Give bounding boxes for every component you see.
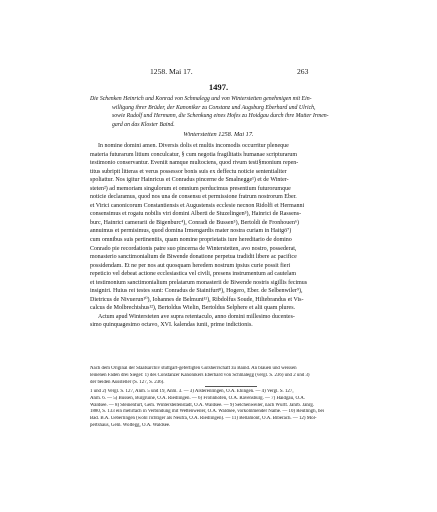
body-lines-line: noticie declaramus, quod nos una de consensu et permissione fratrum nostrorum Eber. xyxy=(90,194,297,201)
summary-line: gard an das Kloster Baind. xyxy=(112,121,175,128)
body-lines-line: steten²) ad memoriam singulorum et omnium perducimus presentium futurorumque xyxy=(90,185,291,192)
footnotes-line: Waldsee. — 8) Steinenfurt, Gem. Wintersteitenstadt, O.A. Waldsee. — 9) Selchenweiler, nach Württ. Jahrb. Jahrg. xyxy=(90,402,315,408)
body-lines-line: testimonio conservantur. Eveniit namque multociens, quod rivum testi§monium repen- xyxy=(90,160,299,167)
footnotes-line: pertshaus, Gem. Wolfegg, O.A. Waldsee. xyxy=(90,422,171,428)
footnote-divider xyxy=(205,386,257,387)
footnotes-line: Bad. B.A. Ueberlingen (wohl richtiger als Neufra, O.A. Riedlingen). — 11) Bellamont, O.A. Biberach. — 12) Mol- xyxy=(90,416,317,422)
running-header-date: 1258. Mai 17. xyxy=(150,67,193,76)
document-number: 1497. xyxy=(208,82,229,92)
body-lines-line: consensimus et rogatu nobilis viri domini Alberti de Stuzelingen³), Hainrici de Rassens- xyxy=(90,211,302,218)
document-summary xyxy=(90,95,372,129)
body-lines-line: et testimonium sanctimonialium prelatarum monasterii de Biwende nostris sigillis fecimus xyxy=(90,279,308,286)
body-lines-line: calcus de Molbrechtshus¹²), Bertoldus Wielin, Bertoldus Selphere et alii quam plures. xyxy=(90,305,296,312)
body-lines-line: In nomine domini amen. Diversis dolis et multis incomodis occurritur pleneque xyxy=(98,143,289,149)
summary-line: willigung ihrer Brüder, der Kanoniker zu Constanz und Augsburg Eberhard und Ulrich, xyxy=(112,104,316,111)
dateline: Winterstetten 1258. Mai 17. xyxy=(183,131,254,138)
source-note-line: Nach dem Original der Staatsarchiv stuttgart-gefertigten Gutsherrschaft zu Baind. An blauen und weissen xyxy=(90,366,297,371)
body-lines-line: spoliattur. Nos igitur Hainricus et Conradus pincerne de Smalnegge¹) et de Winter- xyxy=(90,177,289,184)
body-lines-line: Conrado pie recordationis patre suo pincerna de Winterstetten, avo nostro, possederat, xyxy=(90,245,297,252)
body-lines-line: materia futurarum litium conculcatur, § cum negotia fragilitatis humanae scripturarum xyxy=(90,151,298,158)
body-lines-line: Actum apud Wintersteten ave supra retentaculo, anno domini millesimo ducentes- xyxy=(98,313,295,320)
footnotes-line: 1880, S. 133 ein mehrfach in Verbindung mit Wettenweiler, O.A. Waldsee, vorkommender Name. — 10) Reutlingh, bei xyxy=(90,409,324,415)
body-lines-line: annuimus et permisimus, quod domina Irmengardis mater nostra curiam in Haitgö⁷) xyxy=(90,228,292,235)
footnotes-line: 1 und 2) Vergl. S. 127, Anm. 5 und 19, Anm. 3. — 3) Alsterenlingen, O.A. Ehingen. — 4) Vergl. S. 127, xyxy=(90,389,294,394)
body-lines-line: et Virici canonicorum Constantiensis et Augustensis ecclesie necnon Ridolfi et Hermanni xyxy=(90,202,305,209)
summary-line: sowie Rudolf und Hermann, die Schenkung eines Hofes zu Hoidgau durch ihre Mutter Irmen- xyxy=(112,113,329,120)
body-lines-line: insigniri. Huius rei testes sunt: Conradus de Stainifurt⁸), Hogero, Eber. de Selbenwiler⁹), xyxy=(90,288,303,295)
summary-line: Die Schenken Heinrich und Konrad von Schmalegg und von Winterstetten genehmigen mit Ein- xyxy=(90,96,312,102)
body-lines-line: titus subripit litteras et verus possessor bonis suis ex deffectu noticie sententialiter xyxy=(90,168,287,175)
body-lines-line: burc, Hainrici camerarii de Bigenburc⁴), Conradi de Bussen⁵), Bertoldi de Fronhouen⁶) xyxy=(90,219,300,226)
footnotes-line: Anm. 6. — 5) Bussen, Burgruine, O.A. Riedlingen. — 6) Frohnhofen, O.A. Ravensburg. — 7) Haidgau, O.A. xyxy=(90,395,305,401)
body-lines-line: Dietricus de Nivuerun¹⁰), Iohannes de Belmunt¹¹), Ribdolfus Soude, Hiltebrandus et Vis- xyxy=(90,296,304,303)
charter-body xyxy=(90,142,373,330)
source-note-line: leinenen Fäden drei Siegel: 1) des Constanzer Kanonikers Eberhard von Schmalegg (vergl. S. 236) und 2 und 3) xyxy=(90,372,310,378)
body-lines-line: simo quinquagesimo octavo, XVI. kalendas iunii, prime indictionis. xyxy=(90,322,253,329)
body-lines-line: cum omnibus suis pertinentiis, quam nomine proprietatis iure hereditario de domino xyxy=(90,237,292,244)
body-lines-line: repeticio vel debeat actione ecclesiastica vel civili, presens instrumentum ad cautelam xyxy=(90,271,297,278)
source-note-line: der beiden Aussteller (S. 127, S. 236). xyxy=(90,379,165,385)
page-number: 263 xyxy=(297,67,309,76)
footnotes xyxy=(90,389,373,430)
body-lines-line: possidendam. Et ne per nos aut quosquam heredem nostrum ipsius curie possit fieri xyxy=(90,262,291,269)
source-note xyxy=(90,366,373,387)
body-lines-line: monasterio sanctimonialium de Biwende donatione perpetua tradidit libere ac pacifice xyxy=(90,254,297,261)
